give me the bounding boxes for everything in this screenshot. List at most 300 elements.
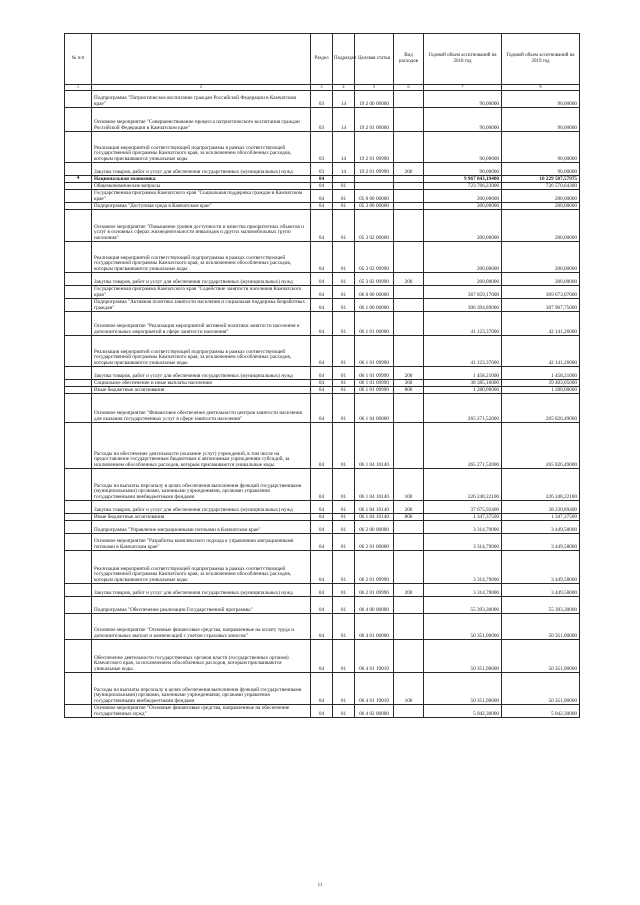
row-name: Государственная программа Камчатского края "Социальная поддержка граждан в Камчатском крае" (92, 190, 311, 203)
row-razdel: 04 (311, 640, 333, 673)
row-amount-2018: 90,00000 (424, 108, 502, 132)
row-razdel: 03 (311, 108, 333, 132)
row-name: Основное мероприятие "Совершенствование процесса патриотического воспитания граждан Российской Федерации в Камчатском крае" (92, 108, 311, 132)
row-number (65, 273, 92, 286)
row-razdel: 04 (311, 584, 333, 597)
row-podrazdel: 01 (333, 584, 355, 597)
row-podrazdel: 01 (333, 312, 355, 336)
row-vid: 800 (394, 387, 424, 394)
row-name: Закупка товаров, работ и услуг для обеспечения государственных (муниципальных) нужд (92, 367, 311, 380)
row-target: 05 0 00 00000 (355, 190, 394, 203)
index-cell: 6 (394, 85, 424, 91)
row-target: 19 2 00 00000 (355, 91, 394, 108)
row-number (65, 190, 92, 203)
row-vid (394, 614, 424, 640)
row-vid: 200 (394, 584, 424, 597)
row-target: 05 3 00 00000 (355, 203, 394, 210)
row-amount-2019: 3 449,58000 (502, 584, 580, 597)
row-vid (394, 132, 424, 163)
row-target: 06 1 01 00000 (355, 312, 394, 336)
row-amount-2018: 3 314,79000 (424, 584, 502, 597)
row-target: 06 1 04 10140 (355, 423, 394, 469)
row-target: 05 3 02 09990 (355, 273, 394, 286)
col-vid-header: Вид расходов (394, 34, 424, 85)
row-vid: 100 (394, 469, 424, 501)
row-podrazdel: 01 (333, 190, 355, 203)
index-cell: 7 (424, 85, 502, 91)
row-name: Общеэкономические вопросы (92, 183, 311, 190)
table-row (65, 91, 580, 108)
row-amount-2019: 90,00000 (502, 163, 580, 176)
row-vid (394, 336, 424, 367)
row-vid (394, 394, 424, 423)
row-amount-2019: 200,00000 (502, 242, 580, 273)
row-razdel: 04 (311, 367, 333, 380)
row-podrazdel: 01 (333, 673, 355, 705)
row-razdel: 03 (311, 132, 333, 163)
row-name: Реализация мероприятий соответствующей подпрограммы в рамках соответствующей государственной программы Камчатского края, за исключением обособленных расходов, которым присваиваются уникальные коды (92, 551, 311, 584)
row-number (65, 299, 92, 312)
row-name: Национальная экономика (92, 176, 311, 183)
row-podrazdel: 14 (333, 163, 355, 176)
table-row (65, 210, 580, 242)
row-razdel: 04 (311, 176, 333, 183)
row-amount-2019: 10 229 507,57975 (502, 176, 580, 183)
row-name: Подпрограмма "Обеспечение реализации Государственной программы" (92, 597, 311, 614)
row-vid: 800 (394, 514, 424, 521)
row-amount-2019: 226 248,22100 (502, 469, 580, 501)
table-row (65, 469, 580, 501)
row-podrazdel: 01 (333, 640, 355, 673)
row-amount-2019: 3 449,58000 (502, 551, 580, 584)
row-amount-2018: 200,00000 (424, 242, 502, 273)
table-row (65, 299, 580, 312)
row-razdel: 04 (311, 387, 333, 394)
row-podrazdel: 01 (333, 367, 355, 380)
row-amount-2018: 50 351,00000 (424, 640, 502, 673)
row-amount-2019: 50 351,00000 (502, 640, 580, 673)
table-row (65, 584, 580, 597)
table-row (65, 501, 580, 514)
row-target: 06 1 04 00000 (355, 394, 394, 423)
row-amount-2019: 200,00000 (502, 210, 580, 242)
table-row (65, 242, 580, 273)
row-target: 06 1 01 09990 (355, 387, 394, 394)
row-amount-2018: 37 675,92400 (424, 501, 502, 514)
row-number (65, 380, 92, 387)
row-vid (394, 286, 424, 299)
row-podrazdel: 01 (333, 299, 355, 312)
row-number (65, 597, 92, 614)
row-vid (394, 640, 424, 673)
row-amount-2019: 50 351,00000 (502, 673, 580, 705)
row-target (355, 176, 394, 183)
row-amount-2019: 50 351,00000 (502, 614, 580, 640)
row-podrazdel: 01 (333, 423, 355, 469)
row-amount-2019: 200,00000 (502, 190, 580, 203)
row-amount-2019: 265 826,49000 (502, 394, 580, 423)
row-razdel: 04 (311, 190, 333, 203)
row-number (65, 584, 92, 597)
row-amount-2018: 723 766,23900 (424, 183, 502, 190)
row-target: 19 2 01 00000 (355, 108, 394, 132)
row-amount-2018: 367 859,17000 (424, 286, 502, 299)
row-razdel: 04 (311, 299, 333, 312)
row-vid (394, 551, 424, 584)
row-razdel: 04 (311, 501, 333, 514)
row-number: 4 (65, 176, 92, 183)
row-amount-2019: 5 042,30000 (502, 705, 580, 718)
row-razdel: 04 (311, 469, 333, 501)
row-vid: 100 (394, 673, 424, 705)
row-razdel: 04 (311, 210, 333, 242)
row-number (65, 705, 92, 718)
row-razdel: 04 (311, 394, 333, 423)
row-target: 06 4 01 00000 (355, 614, 394, 640)
header-row (65, 34, 580, 85)
row-vid (394, 312, 424, 336)
row-amount-2019: 3 449,58000 (502, 521, 580, 534)
row-name: Подпрограмма "Активная политика занятости населения и социальная поддержка безработных граждан" (92, 299, 311, 312)
table-row (65, 614, 580, 640)
row-name: Подпрограмма "Управление миграционными потоками в Камчатском крае" (92, 521, 311, 534)
row-razdel: 04 (311, 273, 333, 286)
row-amount-2018: 3 314,79000 (424, 551, 502, 584)
row-amount-2018: 50 351,00000 (424, 614, 502, 640)
row-vid: 200 (394, 163, 424, 176)
row-razdel: 04 (311, 551, 333, 584)
row-number (65, 183, 92, 190)
row-number (65, 469, 92, 501)
row-amount-2019: 1 280,00000 (502, 387, 580, 394)
table-row (65, 336, 580, 367)
row-target: 06 1 01 09990 (355, 367, 394, 380)
table-row (65, 423, 580, 469)
row-target: 05 3 02 00000 (355, 210, 394, 242)
row-amount-2018: 41 123,37000 (424, 336, 502, 367)
row-podrazdel: 01 (333, 521, 355, 534)
row-vid (394, 210, 424, 242)
row-vid: 300 (394, 380, 424, 387)
table-row (65, 312, 580, 336)
row-name: Расходы на выплаты персоналу в целях обеспечения выполнения функций государственными (муниципальными) органами, казенными учреждениями, органами управления государственными внебюджетными фондами (92, 469, 311, 501)
row-name: Социальное обеспечение и иные выплаты населению (92, 380, 311, 387)
table-row (65, 597, 580, 614)
row-name: Иные бюджетные ассигнования (92, 387, 311, 394)
row-target: 06 1 01 09990 (355, 380, 394, 387)
row-podrazdel: 01 (333, 705, 355, 718)
row-target: 06 4 02 00000 (355, 705, 394, 718)
row-razdel: 04 (311, 183, 333, 190)
row-amount-2019: 90,00000 (502, 132, 580, 163)
row-name: Основное мероприятие "Реализация мероприятий активной политики занятости населения и дополнительных мероприятий в сфере занятости населения" (92, 312, 311, 336)
table-row (65, 514, 580, 521)
table-row (65, 640, 580, 673)
row-podrazdel: 01 (333, 614, 355, 640)
row-name: Реализация мероприятий соответствующей подпрограммы в рамках соответствующей государственной программы Камчатского края, за исключением обособленных расходов, которым присваиваются уникальные коды (92, 132, 311, 163)
row-podrazdel: 01 (333, 210, 355, 242)
row-target: 06 1 04 10140 (355, 501, 394, 514)
row-name: Основное мероприятие "Финансовое обеспечение деятельности центров занятости населения для оказания государственных услуг в сфере занятости населения" (92, 394, 311, 423)
table-row (65, 132, 580, 163)
row-podrazdel: 01 (333, 286, 355, 299)
row-amount-2018: 3 314,79000 (424, 534, 502, 551)
row-podrazdel: 01 (333, 273, 355, 286)
row-podrazdel: 01 (333, 394, 355, 423)
row-number (65, 387, 92, 394)
row-name: Государственная программа Камчатского края "Содействие занятости населения Камчатского края" (92, 286, 311, 299)
row-name: Основное мероприятие "Повышение уровня доступности и качества приоритетных объектов и услуг в основных сферах жизнедеятельности инвалидов и других маломобильных групп населения" (92, 210, 311, 242)
row-razdel: 04 (311, 242, 333, 273)
row-number (65, 210, 92, 242)
index-cell: 4 (333, 85, 355, 91)
row-target: 19 2 01 09990 (355, 163, 394, 176)
row-target: 06 4 01 10010 (355, 640, 394, 673)
index-cell: 2 (92, 85, 311, 91)
row-target: 06 4 01 10010 (355, 673, 394, 705)
row-vid: 200 (394, 367, 424, 380)
row-number (65, 534, 92, 551)
row-number (65, 551, 92, 584)
row-name: Закупка товаров, работ и услуг для обеспечения государственных (муниципальных) нужд (92, 584, 311, 597)
row-number (65, 614, 92, 640)
row-podrazdel: 01 (333, 242, 355, 273)
row-name: Основное мероприятие "Основные финансовые средства, направленные на оплату труда и дополнительных выплат и компенсаций с учетом страховых взносов" (92, 614, 311, 640)
row-number (65, 336, 92, 367)
col-razdel-header: Раздел (311, 34, 333, 85)
index-cell: 5 (355, 85, 394, 91)
row-target: 19 2 01 09990 (355, 132, 394, 163)
row-podrazdel: 14 (333, 91, 355, 108)
col-podrazdel-header: Подраздел (333, 34, 355, 85)
table-row (65, 183, 580, 190)
row-target (355, 183, 394, 190)
budget-table (64, 33, 580, 718)
row-name: Закупка товаров, работ и услуг для обеспечения государственных (муниципальных) нужд (92, 163, 311, 176)
table-row (65, 394, 580, 423)
table-row (65, 380, 580, 387)
row-amount-2019: 55 393,30000 (502, 597, 580, 614)
row-target: 05 3 02 09990 (355, 242, 394, 273)
row-name: Реализация мероприятий соответствующей подпрограммы в рамках соответствующей государственной программы Камчатского края, за исключением обособленных расходов, которым присваиваются уникальные коды (92, 336, 311, 367)
row-number (65, 132, 92, 163)
row-vid (394, 705, 424, 718)
row-razdel: 04 (311, 312, 333, 336)
row-podrazdel: 01 (333, 551, 355, 584)
row-name: Реализация мероприятий соответствующей подпрограммы в рамках соответствующей государственной программы Камчатского края, за исключением обособленных расходов, которым присваиваются уникальные коды (92, 242, 311, 273)
row-amount-2018: 55 393,30000 (424, 597, 502, 614)
row-number (65, 673, 92, 705)
row-name: Обеспечение деятельности государственных органов власти (государственных органов) Камчатского края, за исключением обособленных расходов, которым присваиваются уникальные коды. (92, 640, 311, 673)
table-row (65, 673, 580, 705)
row-vid (394, 597, 424, 614)
row-amount-2018: 3 314,79000 (424, 521, 502, 534)
row-vid (394, 242, 424, 273)
row-razdel: 04 (311, 705, 333, 718)
row-amount-2019: 307 967,75000 (502, 299, 580, 312)
row-razdel: 04 (311, 614, 333, 640)
row-amount-2018: 90,00000 (424, 91, 502, 108)
row-name: Подпрограмма "Патриотическое воспитание граждан Российской Федерации в Камчатском крае" (92, 91, 311, 108)
table-row (65, 367, 580, 380)
row-vid (394, 203, 424, 210)
table-row (65, 108, 580, 132)
row-podrazdel: 01 (333, 203, 355, 210)
row-amount-2018: 200,00000 (424, 210, 502, 242)
row-amount-2019: 1 347,37500 (502, 514, 580, 521)
row-podrazdel: 01 (333, 336, 355, 367)
row-number (65, 521, 92, 534)
row-amount-2019: 90,00000 (502, 91, 580, 108)
row-name: Расходы на выплаты персоналу в целях обеспечения выполнения функций государственными (муниципальными) органами, казенными учреждениями, органами управления государственными внебюджетными фондами (92, 673, 311, 705)
row-target: 06 2 01 09990 (355, 584, 394, 597)
table-row (65, 273, 580, 286)
row-amount-2019: 200,00000 (502, 273, 580, 286)
row-amount-2018: 265 271,52000 (424, 423, 502, 469)
row-amount-2019: 1 458,21000 (502, 367, 580, 380)
row-amount-2019: 265 826,49000 (502, 423, 580, 469)
table-row (65, 286, 580, 299)
row-razdel: 04 (311, 521, 333, 534)
row-number (65, 367, 92, 380)
row-podrazdel: 14 (333, 132, 355, 163)
row-amount-2019: 38 230,89400 (502, 501, 580, 514)
row-name: Закупка товаров, работ и услуг для обеспечения государственных (муниципальных) нужд (92, 273, 311, 286)
row-razdel: 04 (311, 597, 333, 614)
table-row (65, 387, 580, 394)
col-2018-header: Годовой объем ассигнований на 2018 год (424, 34, 502, 85)
row-vid (394, 534, 424, 551)
row-target: 06 1 00 00000 (355, 299, 394, 312)
page-number: 11 (317, 883, 323, 888)
row-target: 06 1 01 09990 (355, 336, 394, 367)
row-number (65, 312, 92, 336)
row-vid (394, 91, 424, 108)
row-amount-2018: 1 458,21000 (424, 367, 502, 380)
index-cell: 8 (502, 85, 580, 91)
row-target: 06 1 04 10140 (355, 514, 394, 521)
row-amount-2019: 369 673,07000 (502, 286, 580, 299)
row-target: 06 2 00 00000 (355, 521, 394, 534)
col-num-header: № п/п (65, 34, 92, 85)
table-row (65, 534, 580, 551)
row-razdel: 04 (311, 423, 333, 469)
row-podrazdel: 01 (333, 469, 355, 501)
row-vid (394, 299, 424, 312)
row-amount-2018: 90,00000 (424, 132, 502, 163)
row-razdel: 04 (311, 380, 333, 387)
row-target: 06 2 01 00000 (355, 534, 394, 551)
row-razdel: 03 (311, 163, 333, 176)
row-vid (394, 190, 424, 203)
row-podrazdel: 01 (333, 597, 355, 614)
row-name: Основное мероприятие "Разработка комплексного подхода к управлению миграционными потоками в Камчатском крае" (92, 534, 311, 551)
row-amount-2019: 39 403,05000 (502, 380, 580, 387)
row-podrazdel: 01 (333, 183, 355, 190)
table-row (65, 521, 580, 534)
row-target: 06 2 01 09990 (355, 551, 394, 584)
row-number (65, 501, 92, 514)
row-amount-2018: 50 351,00000 (424, 673, 502, 705)
row-name: Расходы на обеспечение деятельности (оказание услуг) учреждений, в том числе на предоставление государственным бюджетным и автономным учреждениям субсидий, за исключением обособленных расходов, которым присваиваются уникальные коды (92, 423, 311, 469)
row-amount-2018: 306 394,89000 (424, 299, 502, 312)
row-amount-2018: 5 042,30000 (424, 705, 502, 718)
row-razdel: 04 (311, 203, 333, 210)
row-podrazdel: 01 (333, 534, 355, 551)
row-name: Закупка товаров, работ и услуг для обеспечения государственных (муниципальных) нужд (92, 501, 311, 514)
table-row (65, 705, 580, 718)
row-number (65, 640, 92, 673)
index-cell: 3 (311, 85, 333, 91)
row-vid (394, 423, 424, 469)
row-amount-2018: 265 271,52000 (424, 394, 502, 423)
row-podrazdel: 14 (333, 108, 355, 132)
table-row (65, 203, 580, 210)
row-amount-2018: 38 385,16000 (424, 380, 502, 387)
row-name: Иные бюджетные ассигнования (92, 514, 311, 521)
row-razdel: 04 (311, 286, 333, 299)
table-row (65, 176, 580, 183)
row-vid (394, 108, 424, 132)
row-vid: 200 (394, 273, 424, 286)
row-vid (394, 176, 424, 183)
row-vid: 200 (394, 501, 424, 514)
row-podrazdel: 01 (333, 501, 355, 514)
row-name: Подпрограмма "Доступная среда в Камчатском крае" (92, 203, 311, 210)
row-razdel: 04 (311, 336, 333, 367)
row-target: 06 0 00 00000 (355, 286, 394, 299)
col-target-header: Целевая статья (355, 34, 394, 85)
row-name: Основное мероприятие "Основные финансовые средства, направленные на обеспечение государственных нужд" (92, 705, 311, 718)
row-vid (394, 183, 424, 190)
row-razdel: 04 (311, 534, 333, 551)
row-amount-2018: 200,00000 (424, 203, 502, 210)
row-podrazdel: 01 (333, 387, 355, 394)
row-amount-2018: 200,00000 (424, 273, 502, 286)
row-target: 06 1 04 10140 (355, 469, 394, 501)
row-podrazdel: 01 (333, 380, 355, 387)
index-cell: 1 (65, 85, 92, 91)
row-amount-2018: 9 967 843,19400 (424, 176, 502, 183)
table-body (65, 91, 580, 718)
row-razdel: 04 (311, 514, 333, 521)
row-number (65, 423, 92, 469)
row-amount-2019: 726 570,64300 (502, 183, 580, 190)
col-name-header (92, 34, 311, 85)
row-razdel: 04 (311, 673, 333, 705)
col-2019-header: Годовой объем ассигнований на 2019 год (502, 34, 580, 85)
row-number (65, 286, 92, 299)
row-amount-2019: 90,00000 (502, 108, 580, 132)
row-vid (394, 521, 424, 534)
row-number (65, 91, 92, 108)
table-row (65, 163, 580, 176)
row-amount-2019: 42 141,26000 (502, 336, 580, 367)
table-row (65, 190, 580, 203)
row-target: 06 4 00 00000 (355, 597, 394, 614)
row-amount-2018: 200,00000 (424, 190, 502, 203)
row-amount-2019: 200,00000 (502, 203, 580, 210)
row-number (65, 394, 92, 423)
row-razdel: 03 (311, 91, 333, 108)
row-amount-2019: 42 141,26000 (502, 312, 580, 336)
row-amount-2019: 3 449,58000 (502, 534, 580, 551)
row-amount-2018: 226 248,22100 (424, 469, 502, 501)
row-number (65, 108, 92, 132)
row-amount-2018: 1 280,00000 (424, 387, 502, 394)
row-podrazdel: 01 (333, 514, 355, 521)
row-amount-2018: 1 347,37500 (424, 514, 502, 521)
